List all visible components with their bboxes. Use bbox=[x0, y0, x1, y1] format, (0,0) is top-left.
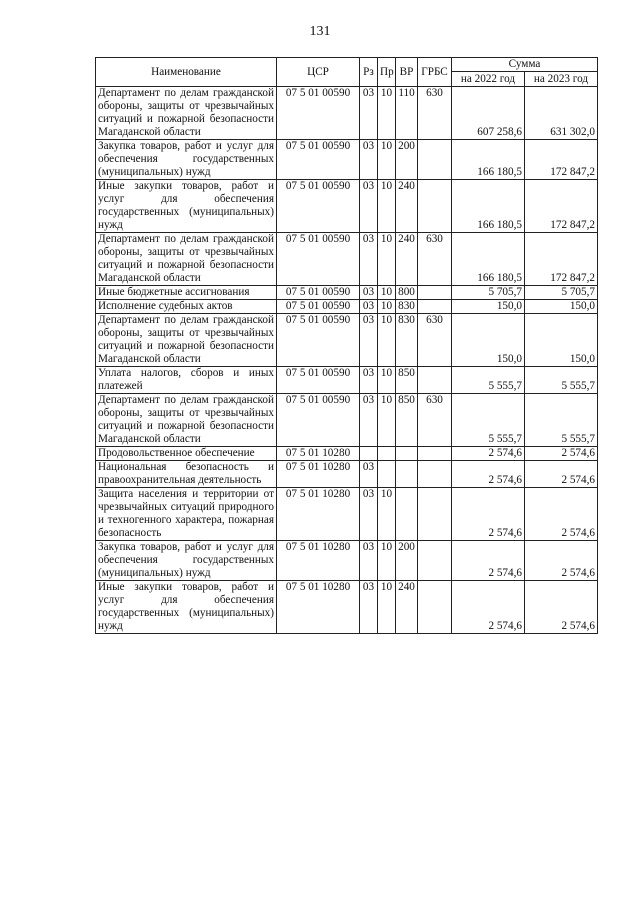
row-rz: 03 bbox=[360, 488, 378, 541]
row-name: Национальная безопасность и правоохранительная деятельность bbox=[96, 461, 277, 488]
row-rz: 03 bbox=[360, 286, 378, 300]
header-vr: ВР bbox=[396, 58, 418, 87]
row-grbs bbox=[418, 300, 452, 314]
row-pr: 10 bbox=[378, 233, 396, 286]
row-grbs bbox=[418, 541, 452, 581]
row-pr: 10 bbox=[378, 541, 396, 581]
row-name: Уплата налогов, сборов и иных платежей bbox=[96, 367, 277, 394]
row-pr: 10 bbox=[378, 367, 396, 394]
row-rz: 03 bbox=[360, 367, 378, 394]
row-sum-2023: 5 555,7 bbox=[525, 367, 598, 394]
row-grbs bbox=[418, 581, 452, 634]
row-csr: 07 5 01 10280 bbox=[277, 461, 360, 488]
page-number: 131 bbox=[309, 24, 331, 39]
row-name: Исполнение судебных актов bbox=[96, 300, 277, 314]
row-pr: 10 bbox=[378, 286, 396, 300]
row-csr: 07 5 01 00590 bbox=[277, 87, 360, 140]
row-name: Иные закупки товаров, работ и услуг для обеспечения государственных (муниципальных) нужд bbox=[96, 180, 277, 233]
row-rz: 03 bbox=[360, 87, 378, 140]
row-vr: 240 bbox=[396, 180, 418, 233]
row-rz: 03 bbox=[360, 461, 378, 488]
row-pr: 10 bbox=[378, 300, 396, 314]
row-pr: 10 bbox=[378, 314, 396, 367]
row-sum-2022: 2 574,6 bbox=[452, 581, 525, 634]
row-csr: 07 5 01 10280 bbox=[277, 581, 360, 634]
row-csr: 07 5 01 00590 bbox=[277, 140, 360, 180]
row-name: Иные бюджетные ассигнования bbox=[96, 286, 277, 300]
row-grbs bbox=[418, 488, 452, 541]
row-vr: 800 bbox=[396, 286, 418, 300]
row-grbs bbox=[418, 367, 452, 394]
row-vr: 830 bbox=[396, 314, 418, 367]
row-csr: 07 5 01 00590 bbox=[277, 394, 360, 447]
row-vr bbox=[396, 488, 418, 541]
row-sum-2022: 166 180,5 bbox=[452, 233, 525, 286]
row-vr: 240 bbox=[396, 233, 418, 286]
row-name: Закупка товаров, работ и услуг для обеспечения государственных (муниципальных) нужд bbox=[96, 140, 277, 180]
row-sum-2023: 172 847,2 bbox=[525, 233, 598, 286]
table-row bbox=[96, 541, 598, 581]
row-csr: 07 5 01 00590 bbox=[277, 180, 360, 233]
row-rz: 03 bbox=[360, 541, 378, 581]
row-pr bbox=[378, 461, 396, 488]
row-pr: 10 bbox=[378, 180, 396, 233]
row-vr: 110 bbox=[396, 87, 418, 140]
header-pr: Пр bbox=[378, 58, 396, 87]
row-sum-2022: 166 180,5 bbox=[452, 180, 525, 233]
table-body bbox=[96, 87, 598, 634]
table-row bbox=[96, 87, 598, 140]
table-row bbox=[96, 286, 598, 300]
row-rz: 03 bbox=[360, 140, 378, 180]
row-sum-2022: 2 574,6 bbox=[452, 488, 525, 541]
row-pr: 10 bbox=[378, 87, 396, 140]
row-rz: 03 bbox=[360, 394, 378, 447]
table-row bbox=[96, 233, 598, 286]
row-rz: 03 bbox=[360, 300, 378, 314]
row-csr: 07 5 01 10280 bbox=[277, 541, 360, 581]
table-row bbox=[96, 180, 598, 233]
row-pr: 10 bbox=[378, 394, 396, 447]
row-csr: 07 5 01 00590 bbox=[277, 286, 360, 300]
row-grbs: 630 bbox=[418, 314, 452, 367]
row-csr: 07 5 01 10280 bbox=[277, 488, 360, 541]
row-sum-2023: 2 574,6 bbox=[525, 488, 598, 541]
row-sum-2023: 2 574,6 bbox=[525, 581, 598, 634]
table-row bbox=[96, 488, 598, 541]
row-vr bbox=[396, 461, 418, 488]
budget-table bbox=[95, 57, 598, 634]
header-sum: Сумма bbox=[452, 58, 598, 72]
table-row bbox=[96, 447, 598, 461]
row-sum-2023: 2 574,6 bbox=[525, 447, 598, 461]
row-sum-2023: 631 302,0 bbox=[525, 87, 598, 140]
row-vr: 850 bbox=[396, 394, 418, 447]
table-row bbox=[96, 314, 598, 367]
row-sum-2023: 150,0 bbox=[525, 314, 598, 367]
row-sum-2022: 166 180,5 bbox=[452, 140, 525, 180]
header-name: Наименование bbox=[96, 58, 277, 87]
row-grbs bbox=[418, 461, 452, 488]
row-rz: 03 bbox=[360, 233, 378, 286]
header-rz: Рз bbox=[360, 58, 378, 87]
row-sum-2022: 150,0 bbox=[452, 314, 525, 367]
table-row bbox=[96, 300, 598, 314]
row-name: Закупка товаров, работ и услуг для обеспечения государственных (муниципальных) нужд bbox=[96, 541, 277, 581]
row-grbs bbox=[418, 180, 452, 233]
row-csr: 07 5 01 00590 bbox=[277, 314, 360, 367]
row-pr: 10 bbox=[378, 140, 396, 180]
row-sum-2023: 150,0 bbox=[525, 300, 598, 314]
row-grbs: 630 bbox=[418, 394, 452, 447]
table-row bbox=[96, 367, 598, 394]
row-csr: 07 5 01 10280 bbox=[277, 447, 360, 461]
row-csr: 07 5 01 00590 bbox=[277, 233, 360, 286]
row-grbs: 630 bbox=[418, 87, 452, 140]
row-rz: 03 bbox=[360, 180, 378, 233]
row-name: Иные закупки товаров, работ и услуг для обеспечения государственных (муниципальных) нужд bbox=[96, 581, 277, 634]
row-vr: 850 bbox=[396, 367, 418, 394]
table-row bbox=[96, 581, 598, 634]
row-vr: 240 bbox=[396, 581, 418, 634]
row-name: Департамент по делам гражданской обороны, защиты от чрезвычайных ситуаций и пожарной безопасности Магаданской области bbox=[96, 87, 277, 140]
row-sum-2022: 5 705,7 bbox=[452, 286, 525, 300]
row-rz: 03 bbox=[360, 581, 378, 634]
row-sum-2022: 5 555,7 bbox=[452, 394, 525, 447]
row-vr: 200 bbox=[396, 140, 418, 180]
row-sum-2022: 2 574,6 bbox=[452, 461, 525, 488]
row-name: Департамент по делам гражданской обороны, защиты от чрезвычайных ситуаций и пожарной безопасности Магаданской области bbox=[96, 314, 277, 367]
header-year-2023: на 2023 год bbox=[525, 72, 598, 87]
table-row bbox=[96, 394, 598, 447]
row-vr: 830 bbox=[396, 300, 418, 314]
header-year-2022: на 2022 год bbox=[452, 72, 525, 87]
row-pr: 10 bbox=[378, 581, 396, 634]
table-row bbox=[96, 140, 598, 180]
row-csr: 07 5 01 00590 bbox=[277, 367, 360, 394]
row-grbs bbox=[418, 140, 452, 180]
row-name: Продовольственное обеспечение bbox=[96, 447, 277, 461]
row-grbs bbox=[418, 286, 452, 300]
row-rz bbox=[360, 447, 378, 461]
row-name: Защита населения и территории от чрезвычайных ситуаций природного и техногенного характера, пожарная безопасность bbox=[96, 488, 277, 541]
row-vr bbox=[396, 447, 418, 461]
header-csr: ЦСР bbox=[277, 58, 360, 87]
row-sum-2023: 172 847,2 bbox=[525, 180, 598, 233]
row-sum-2022: 607 258,6 bbox=[452, 87, 525, 140]
row-sum-2023: 172 847,2 bbox=[525, 140, 598, 180]
row-sum-2022: 5 555,7 bbox=[452, 367, 525, 394]
row-name: Департамент по делам гражданской обороны, защиты от чрезвычайных ситуаций и пожарной безопасности Магаданской области bbox=[96, 394, 277, 447]
row-sum-2023: 2 574,6 bbox=[525, 461, 598, 488]
row-grbs bbox=[418, 447, 452, 461]
row-sum-2022: 2 574,6 bbox=[452, 447, 525, 461]
row-sum-2022: 150,0 bbox=[452, 300, 525, 314]
row-csr: 07 5 01 00590 bbox=[277, 300, 360, 314]
row-pr bbox=[378, 447, 396, 461]
table-row bbox=[96, 461, 598, 488]
row-sum-2023: 5 705,7 bbox=[525, 286, 598, 300]
row-grbs: 630 bbox=[418, 233, 452, 286]
row-sum-2023: 2 574,6 bbox=[525, 541, 598, 581]
row-sum-2023: 5 555,7 bbox=[525, 394, 598, 447]
row-pr: 10 bbox=[378, 488, 396, 541]
header-grbs: ГРБС bbox=[418, 58, 452, 87]
row-name: Департамент по делам гражданской обороны, защиты от чрезвычайных ситуаций и пожарной безопасности Магаданской области bbox=[96, 233, 277, 286]
row-rz: 03 bbox=[360, 314, 378, 367]
row-vr: 200 bbox=[396, 541, 418, 581]
row-sum-2022: 2 574,6 bbox=[452, 541, 525, 581]
